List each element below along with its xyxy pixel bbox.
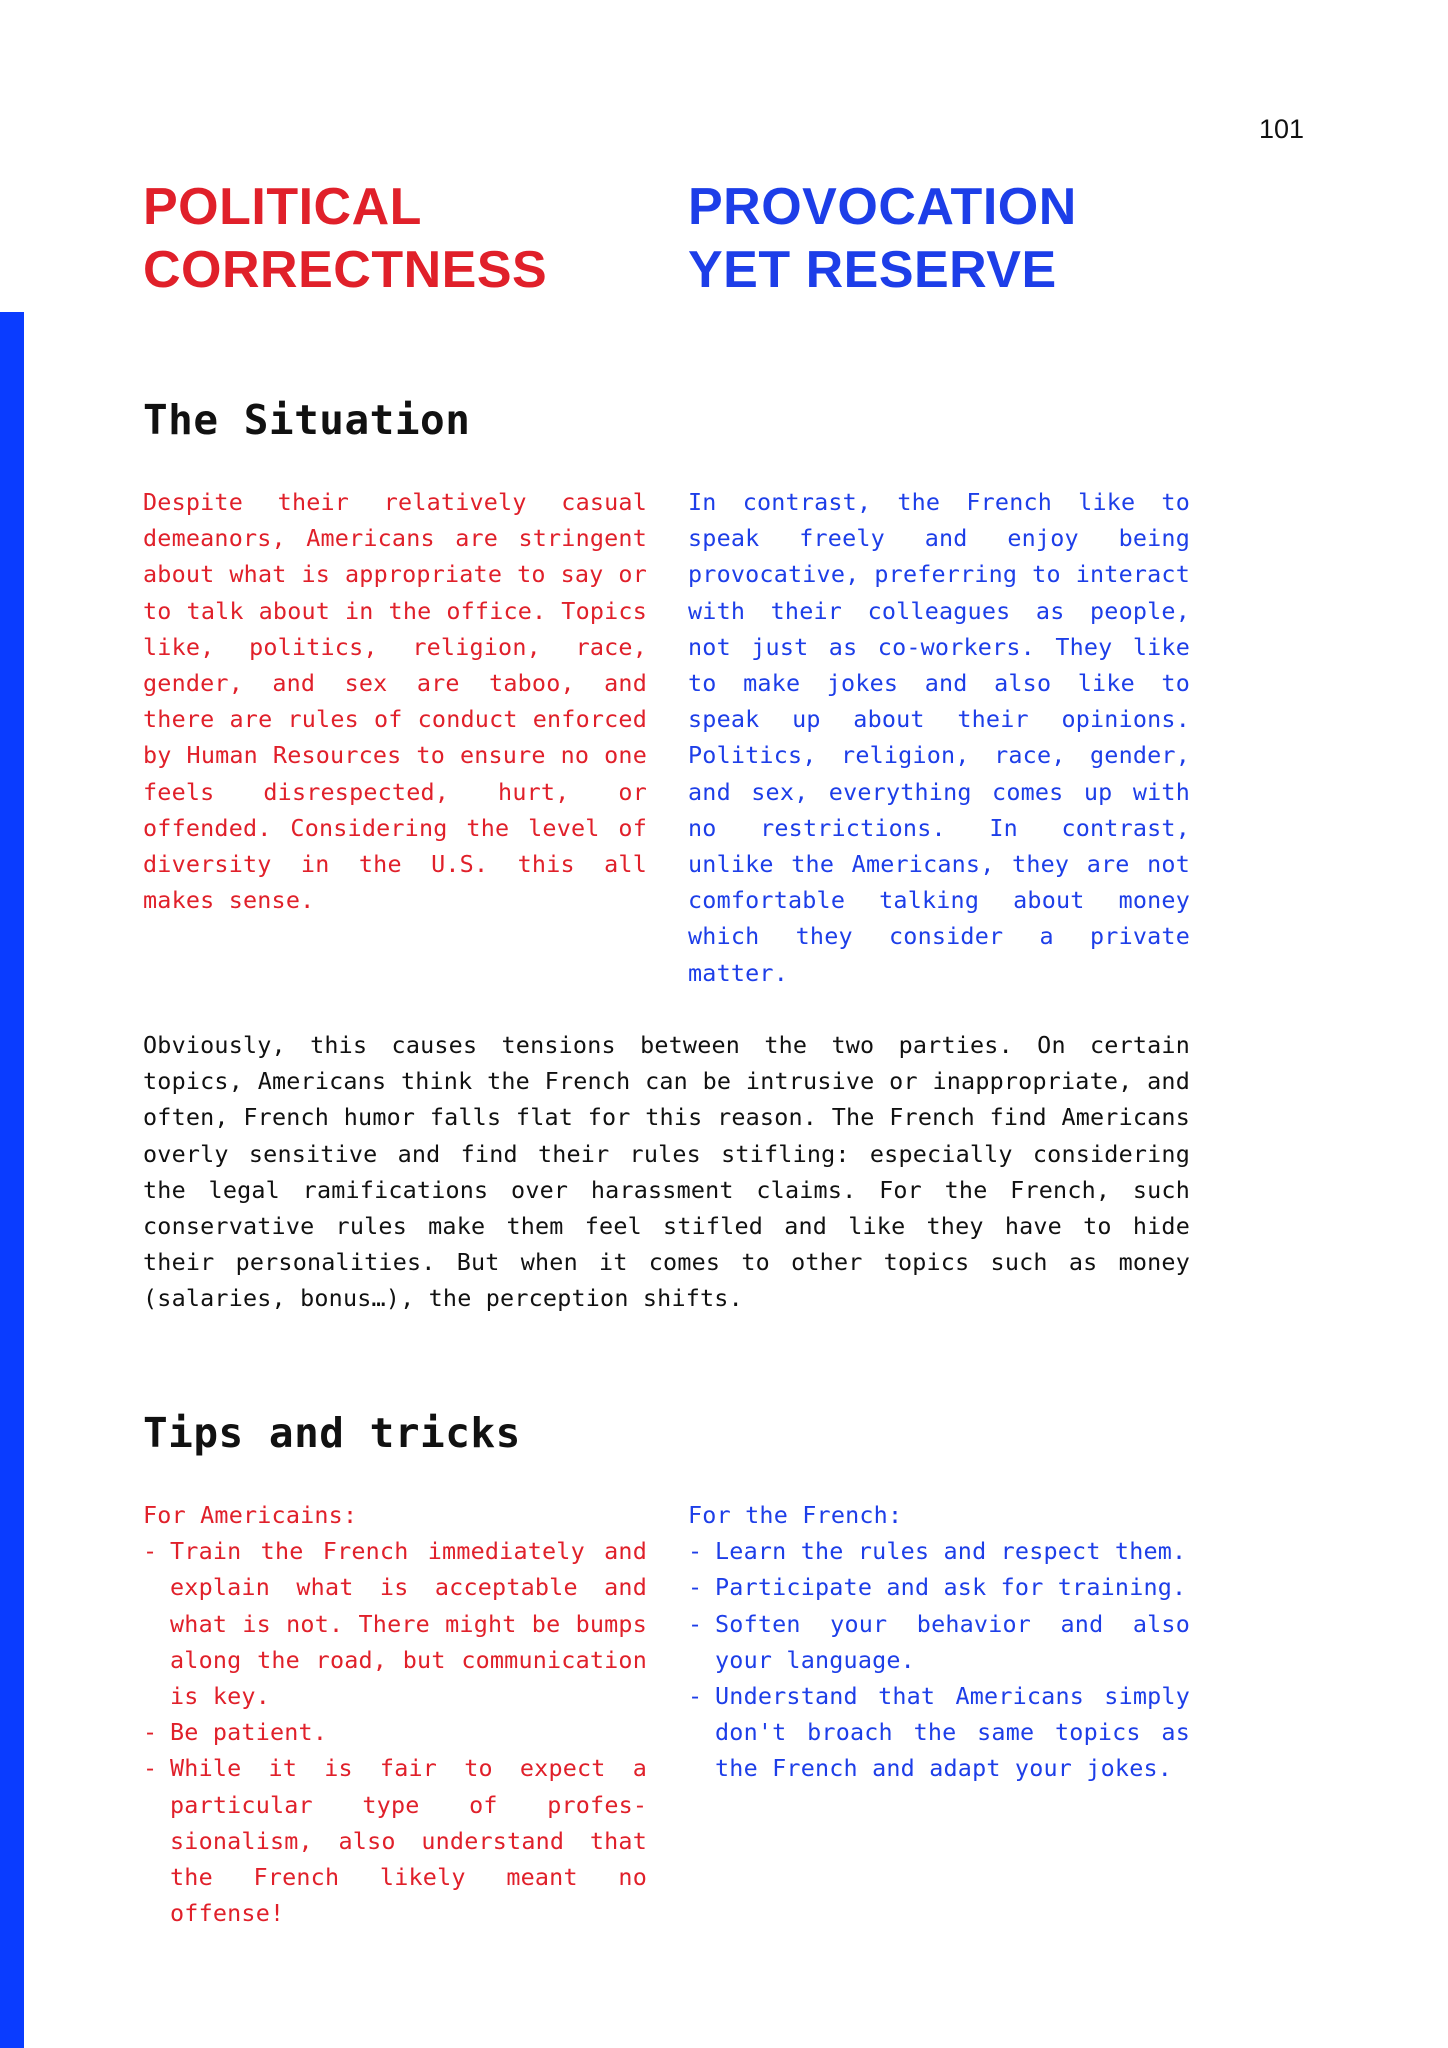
side-accent-bar <box>0 312 24 2048</box>
dash-bullet: - <box>143 1537 158 1566</box>
tips-french-list <box>688 1533 1190 1786</box>
tips-americans-lead: For Americains: <box>143 1501 358 1529</box>
dash-bullet: - <box>688 1573 703 1602</box>
tips-americans-list <box>143 1533 647 1931</box>
dash-bullet: - <box>688 1537 703 1566</box>
title-provocation-yet-reserve <box>688 176 1077 302</box>
tips-americans <box>143 1497 647 1931</box>
list-item <box>688 1569 1190 1605</box>
situation-body-text: Obviously, this causes tensions between the two parties. On certain topics, Americans think the French can be intrusive or inappropriate, and often, French humor falls flat for this reason. The French find Americans overly sensitive and find their rules stifling: especially considering the legal ramifications over harassment claims. For the French, such conservative rules make them feel stifled and like they have to hide their personalities. But when it comes to other topics such as money (salaries, bonus…), the perception shifts. <box>143 1031 1190 1313</box>
situation-heading: The Situation <box>143 396 471 444</box>
list-item <box>143 1533 647 1714</box>
tips-heading: Tips and tricks <box>143 1409 521 1457</box>
dash-bullet: - <box>688 1682 703 1711</box>
tip-text: Soften your behavior and also your language. <box>715 1609 1190 1674</box>
tip-text: Participate and ask for training. <box>715 1573 1187 1602</box>
title-left-line-1: POLITICAL <box>143 178 422 236</box>
list-item <box>143 1714 647 1750</box>
situation-americans-text: Despite their relatively casual demeanors, Americans are stringent about what is appropriate to say or to talk about in the office. Topics like, politics, religion, race, gender, and sex are taboo, and there are rules of conduct enforced by Human Resources to ensure no one feels disrespected, hurt, or offended. Considering the level of diversity in the U.S. this all makes sense. <box>143 488 647 915</box>
tip-text: While it is fair to expect a particular type of professionalism, also understand that the French likely meant no offense! <box>170 1754 647 1928</box>
title-left-line-2: CORRECTNESS <box>143 241 548 299</box>
tip-text: Understand that Americans simply don't broach the same topics as the French and adapt your jokes. <box>715 1682 1190 1783</box>
situation-french-text: In contrast, the French like to speak freely and enjoy being provocative, preferring to interact with their colleagues as people, not just as co-workers. They like to make jokes and also like to speak up about their opinions. Politics, religion, race, gender, and sex, everything comes up with no restrictions. In contrast, unlike the Americans, they are not comfortable talking about money which they consider a private matter. <box>688 488 1190 987</box>
tip-text: Learn the rules and respect them. <box>715 1537 1187 1566</box>
dash-bullet: - <box>143 1754 158 1783</box>
tips-french <box>688 1497 1190 1787</box>
tip-text: Be patient. <box>170 1718 328 1747</box>
dash-bullet: - <box>688 1609 703 1638</box>
list-item <box>143 1750 647 1931</box>
list-item <box>688 1533 1190 1569</box>
tips-french-lead: For the French: <box>688 1501 903 1529</box>
title-right-line-1: PROVOCATION <box>688 178 1077 236</box>
dash-bullet: - <box>143 1718 158 1747</box>
list-item <box>688 1606 1190 1678</box>
list-item <box>688 1678 1190 1787</box>
title-political-correctness <box>143 176 547 302</box>
title-right-line-2: YET RESERVE <box>688 241 1057 299</box>
tip-text: Train the French immediately and explain what is acceptable and what is not. There might be bumps along the road, but communication is key. <box>170 1537 647 1711</box>
page-number: 101 <box>1258 114 1304 144</box>
